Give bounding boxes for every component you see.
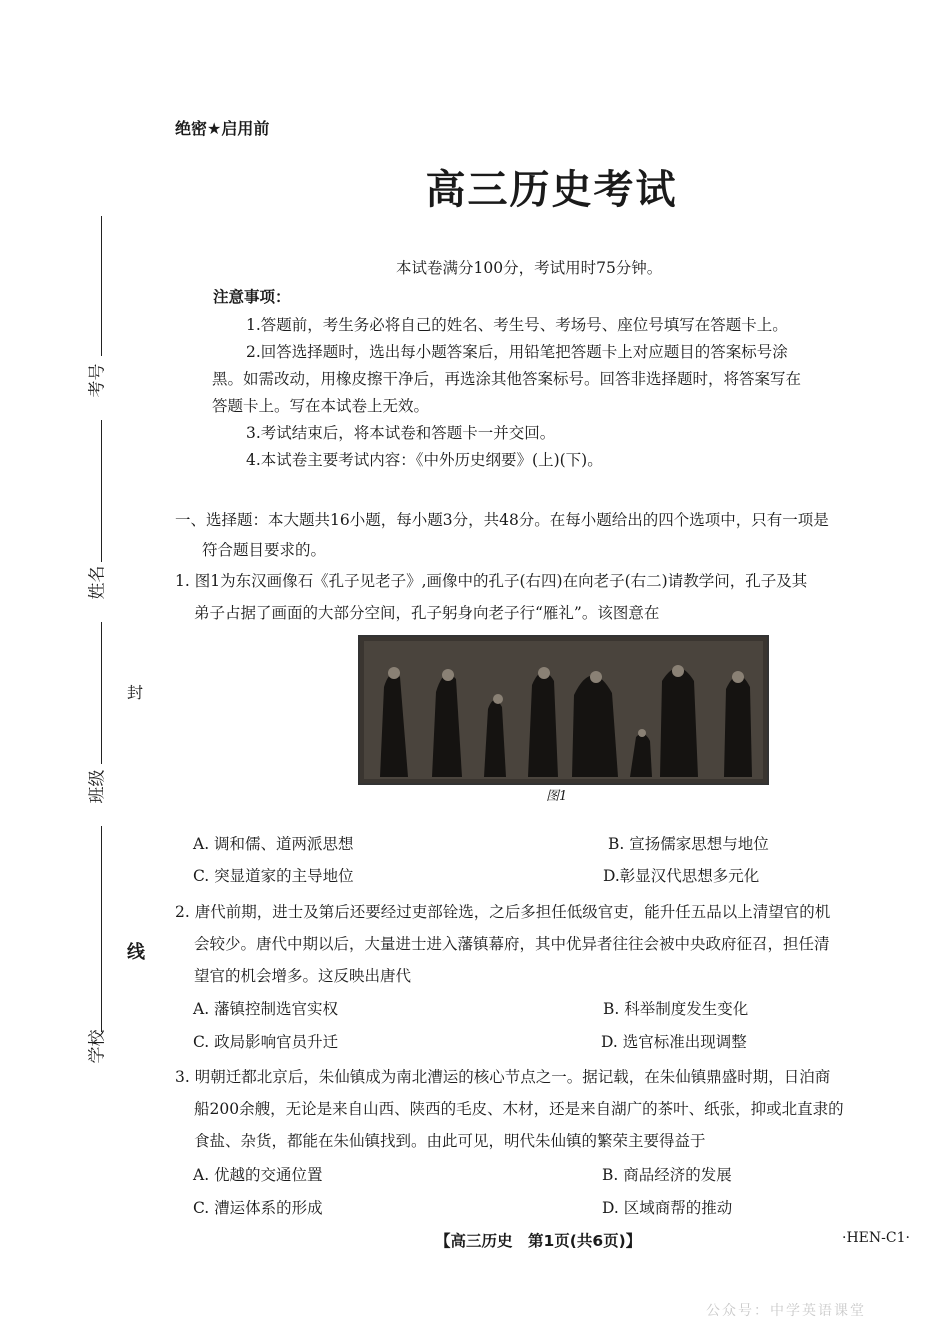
binding-line-4	[101, 826, 102, 1032]
section-heading	[175, 505, 935, 565]
binding-line-2	[101, 420, 102, 562]
binding-label-class: 班级	[87, 769, 108, 804]
question-2-line-2: 会较少。唐代中期以后，大量进士进入藩镇幕府，其中优异者往往会被中央政府征召，担任清	[194, 935, 830, 953]
question-1-stem	[175, 565, 935, 629]
question-3-option-b[interactable]: B. 商品经济的发展	[602, 1166, 732, 1184]
binding-label-school: 学校	[87, 1029, 108, 1064]
section-heading-line-2: 符合题目要求的。	[202, 541, 327, 559]
binding-line-1	[101, 216, 102, 356]
notice-item-2: 2.回答选择题时，选出每小题答案后，用铅笔把答题卡上对应题目的答案标号涂	[246, 343, 788, 361]
question-1-line-2: 弟子占据了画面的大部分空间，孔子躬身向老子行“雁礼”。该图意在	[194, 604, 660, 622]
question-3-line-1: 3. 明朝迁都北京后，朱仙镇成为南北漕运的核心节点之一。据记载，在朱仙镇鼎盛时期，日泊商	[175, 1068, 831, 1086]
question-3-option-a[interactable]: A. 优越的交通位置	[193, 1166, 323, 1184]
binding-label-exam-number: 考号	[87, 363, 108, 398]
binding-line-3	[101, 622, 102, 764]
question-2-option-c[interactable]: C. 政局影响官员升迁	[193, 1033, 339, 1051]
notice-title: 注意事项：	[213, 288, 291, 306]
notice-list	[212, 312, 902, 474]
question-2-stem	[175, 896, 935, 992]
paper-code: ·HEN-C1·	[842, 1230, 910, 1246]
question-2-option-a[interactable]: A. 藩镇控制选官实权	[193, 1000, 339, 1018]
seal-mark: 封	[127, 683, 144, 702]
section-heading-line-1: 一、选择题：本大题共16小题，每小题3分，共48分。在每小题给出的四个选项中，只有一项是	[175, 511, 829, 529]
notice-item-3: 3.考试结束后，将本试卷和答题卡一并交回。	[246, 424, 556, 442]
page-title: 高三历史考试	[425, 167, 678, 213]
question-2-option-d[interactable]: D. 选官标准出现调整	[601, 1033, 747, 1051]
question-3-option-d[interactable]: D. 区域商帮的推动	[602, 1199, 733, 1217]
question-2-line-3: 望官的机会增多。这反映出唐代	[194, 967, 412, 985]
question-1-line-1: 1. 图1为东汉画像石《孔子见老子》,画像中的孔子(右四)在向老子(右二)请教学问，孔子及其	[175, 572, 808, 590]
confidential-mark: 绝密★启用前	[175, 119, 270, 138]
notice-item-2-end: 答题卡上。写在本试卷上无效。	[212, 397, 430, 415]
line-mark: 线	[127, 942, 145, 963]
question-2-line-1: 2. 唐代前期，进士及第后还要经过吏部铨选，之后多担任低级官吏，能升任五品以上清望官的机	[175, 903, 831, 921]
notice-item-2-cont: 黑。如需改动，用橡皮擦干净后，再选涂其他答案标号。回答非选择题时，将答案写在	[212, 370, 802, 388]
question-1-option-d[interactable]: D.彰显汉代思想多元化	[603, 867, 760, 885]
question-3-line-3: 食盐、杂货，都能在朱仙镇找到。由此可见，明代朱仙镇的繁荣主要得益于	[194, 1132, 706, 1150]
question-2-option-b[interactable]: B. 科举制度发生变化	[603, 1000, 749, 1018]
question-3-option-c[interactable]: C. 漕运体系的形成	[193, 1199, 323, 1217]
notice-item-4: 4.本试卷主要考试内容：《中外历史纲要》(上)(下)。	[246, 451, 603, 469]
page-footer: 【高三历史 第1页(共6页)】	[435, 1232, 642, 1250]
watermark: 公众号：中学英语课堂	[706, 1303, 866, 1319]
figure-caption: 图1	[546, 789, 568, 804]
question-1-option-c[interactable]: C. 突显道家的主导地位	[193, 867, 354, 885]
question-3-line-2: 船200余艘，无论是来自山西、陕西的毛皮、木材，还是来自湖广的茶叶、纸张，抑或北直隶的	[194, 1100, 844, 1118]
question-1-option-b[interactable]: B. 宣扬儒家思想与地位	[608, 835, 769, 853]
question-1-option-a[interactable]: A. 调和儒、道两派思想	[193, 835, 354, 853]
notice-item-1: 1.答题前，考生务必将自己的姓名、考生号、考场号、座位号填写在答题卡上。	[246, 316, 788, 334]
figure-stone-relief	[358, 635, 769, 785]
exam-intro: 本试卷满分100分，考试用时75分钟。	[396, 259, 663, 277]
binding-label-name: 姓名	[87, 565, 108, 600]
stone-relief-illustration	[360, 637, 767, 783]
question-3-stem	[175, 1061, 935, 1157]
